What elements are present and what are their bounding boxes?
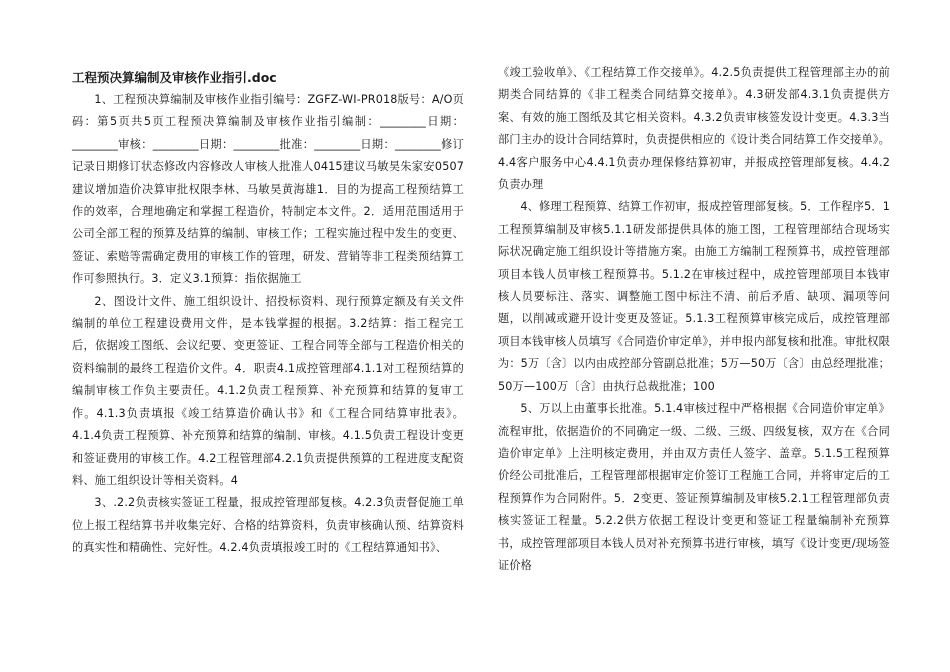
paragraph-3: 3、.2.2负责核实签证工程量，报成控管理部复核。4.2.3负责督促施工单位上报工程结算书并收集完好、合格的结算资料，负责审核确认预、结算资料的真实性和精确性、完好性。4.2.4负责填报竣工时的《工程结算通知书》、 xyxy=(72,496,464,555)
right-column xyxy=(498,62,890,577)
paragraph-2: 2、图设计文件、施工组织设计、招投标资料、现行预算定额及有关文件编制的单位工程建设费用文件，是本钱掌握的根据。3.2结算：指工程完工后，依据竣工图纸、会议纪要、变更签证、工程合同等全部与工程造价相关的资料编制的最终工程造价文件。4．职责4.1成控管理部4.1.1对工程预结算的编制审核工作负主要责任。4.1.2负责工程预算、补充预算和结算的复审工作。4.1.3负责填报《竣工结算造价确认书》和《工程合同结算审批表》。4.1.4负责工程预算、补充预算和结算的编制、审核。4.1.5负责工程设计变更和签证费用的审核工作。4.2工程管理部4.2.1负责提供预算的工程进度支配资料、施工组织设计等相关资料。4 xyxy=(72,294,464,487)
paragraph-5: 5、万以上由董事长批准。5.1.4审核过程中严格根据《合同造价审定单》流程审批，依据造价的不同确定一级、二级、三级、四级复核，双方在《合同造价审定单》上注明核定费用，并由双方责任人签字、盖章。5.1.5工程预算价经公司批准后，工程管理部根据审定价签订工程施工合同，并将审定后的工程预算作为合同附件。5．2变更、签证预算编制及审核5.2.1工程管理部负责核实签证工程量。5.2.2供方依据工程设计变更和签证工程量编制补充预算书，成控管理部项目本钱人员对补充预算书进行审核，填写《设计变更/现场签证价格 xyxy=(498,402,890,572)
paragraph-4: 4、修理工程预算、结算工作初审，报成控管理部复核。5．工作程序5．1工程预算编制及审核5.1.1研发部提供具体的施工图，工程管理部结合现场实际状况确定施工组织设计等措施方案。由施工方编制工程预算书，成控管理部项目本钱人员审核工程预算书。5.1.2在审核过程中，成控管理部项目本钱审核人员要标注、落实、调整施工图中标注不清、前后矛盾、缺项、漏项等问题，以削减或避开设计变更及签证。5.1.3工程预算审核完成后，成控管理部项目本钱审核人员填写《合同造价审定单》，并申报内部复核和批准。审批权限为：5万〔含〕以内由成控部分管副总批准；5万—50万〔含〕由总经理批准；50万—100万〔含〕由执行总裁批准；100 xyxy=(498,200,890,393)
paragraph-3-continued: 《竣工验收单》、《工程结算工作交接单》。4.2.5负责提供工程管理部主办的前期类合同结算的《非工程类合同结算交接单》。4.3研发部4.3.1负责提供方案、有效的施工图纸及其它相关资料。4.3.2负责审核签发设计变更。4.3.3当部门主办的设计合同结算时，负责提供相应的《设计类合同结算工作交接单》。4.4客户服务中心4.4.1负责办理保修结算初审，并报成控管理部复核。4.4.2负责办理 xyxy=(498,66,890,192)
paragraph-1: 1、工程预决算编制及审核作业指引编号：ZGFZ-WI-PR018版号：A/O页码：第5页共5页工程预决算编制及审核作业指引编制：________日期：________审核：________日期：________批准：________日期：________修订记录日期修订状态修改内容修改人审核人批准人0415建议马敏昊朱家安0507建议增加造价决算审批权限李林、马敏昊黄海雄1．目的为提高工程预结算工作的效率，合理地确定和掌握工程造价，特制定本文件。2．适用范围适用于公司全部工程的预算及结算的编制、审核工作；工程实施过程中发生的变更、签证、索赔等需确定费用的审核工作的管理，研发、营销等非工程类预结算工作可参照执行。3．定义3.1预算：指依据施工 xyxy=(72,93,464,286)
left-column xyxy=(72,62,464,560)
document-title: 工程预决算编制及审核作业指引.doc xyxy=(72,70,277,85)
